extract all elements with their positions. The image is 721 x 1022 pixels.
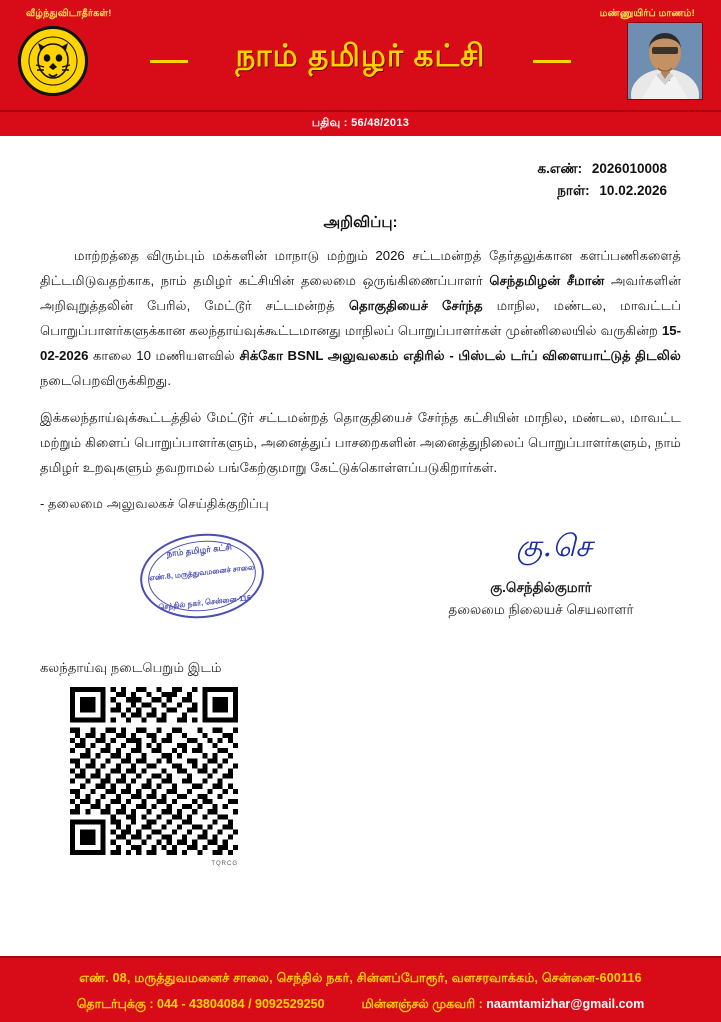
para1-part-a: மாற்றத்தை விரும்பும் மக்களின் மாநாடு மற்றும் 2026 சட்டமன்றத் தேர்தலுக்கான களப்பணிகளைத் திட்டமிடுவதற்காக, நாம் தமிழர் கட்சியின் தலைமை ஒருங்கிணைப்பாளர் <box>40 248 681 288</box>
registration-text: பதிவு : 56/48/2013 <box>311 117 410 129</box>
notice-title: அறிவிப்பு: <box>323 214 398 231</box>
document-body <box>0 136 721 982</box>
handwritten-signature: கு.செ <box>516 529 592 564</box>
notice-paragraph-2: இக்கலந்தாய்வுக்கூட்டத்தில் மேட்டூர் சட்டமன்றத் தொகுதியைச் சேர்ந்த கட்சியின் மாநில, மண்டல, மாவட்ட மற்றும் கிளைப் பொறுப்பாளர்களும், அனைத்துப் பாசறைகளின் அனைத்துநிலைப் பொறுப்பாளர்களும், நாம் தமிழர் உறவுகளும் தவறாமல் பங்கேற்குமாறு கேட்டுக்கொள்ளப்படுகிறார்கள். <box>40 410 681 475</box>
reference-number-value: 2026010008 <box>591 161 667 176</box>
date-value: 10.02.2026 <box>599 183 667 198</box>
qr-code-image[interactable] <box>70 687 238 855</box>
header-tagline-left: வீழ்ந்துவிடாதீர்கள்! <box>26 8 112 19</box>
signatory-name: கு.செந்தில்குமார் <box>490 580 592 595</box>
footer-contact-row <box>0 997 721 1013</box>
footer-phone: தொடர்புக்கு : 044 - 43804084 / 9092529250 <box>76 997 325 1011</box>
signature-block <box>40 522 681 642</box>
para1-constituency: தொகுதியைச் சேர்ந்த <box>348 298 483 313</box>
footer-email-value[interactable]: naamtamizhar@gmail.com <box>486 997 645 1011</box>
leader-portrait <box>627 22 703 100</box>
document-meta <box>40 158 667 202</box>
document-header <box>0 0 721 112</box>
para1-part-e: மாநில, மண்டல, மாவட்டப் பொறுப்பாளர்களுக்கான கலந்தாய்வுக்கூட்டமானது மாநிலப் பொறுப்பாளர்கள் முன்னிலையில் வருகின்ற <box>40 298 682 338</box>
qr-caption: TQRCG <box>211 861 238 867</box>
para1-meeting-date: 15-02-2026 <box>40 323 681 363</box>
notice-paragraph-1 <box>40 243 681 393</box>
qr-code-block[interactable] <box>70 687 250 867</box>
para1-leader-name: செந்தமிழன் சீமான் <box>489 273 605 288</box>
footer-address: எண். 08, மருத்துவமனைச் சாலை, செந்தில் நகர், சின்னப்போரூர், வளசரவாக்கம், சென்னை-600116 <box>79 971 642 985</box>
seal-top-text: நாம் தமிழர் கட்சி <box>166 541 233 559</box>
reference-number-row <box>40 158 667 180</box>
signatory-designation: தலைமை நிலையச் செயலாளர் <box>448 602 634 617</box>
para1-part-c: அவர்களின் அறிவுறுத்தலின் பேரில், மேட்டூர் சட்டமன்றத் <box>40 273 681 313</box>
seal-middle-text: எண்.8, மருத்துவமனைச் சாலை <box>148 562 255 583</box>
party-title: நாம் தமிழர் கட்சி <box>235 38 486 73</box>
para1-part-i: நடைபெறவிருக்கிறது. <box>40 373 172 388</box>
footer-email-label: மின்னஞ்சல் முகவரி : <box>361 997 483 1011</box>
document-footer <box>0 956 721 1022</box>
venue-map-label: கலந்தாய்வு நடைபெறும் இடம் <box>40 660 222 675</box>
para1-venue: சிக்கோ BSNL அலுவலகம் எதிரில் - பிஸ்டல் டர்ப் விளையாட்டுத் திடலில் <box>239 348 681 363</box>
seal-bottom-text: செந்தில் நகர், சென்னை-116 <box>157 593 252 612</box>
date-row <box>40 180 667 202</box>
reference-number-label: க.எண்: <box>537 161 583 176</box>
registration-bar <box>0 112 721 136</box>
header-tagline-right: மண்ணுயிர்ப் மாணம்! <box>599 8 695 19</box>
date-label: நாள்: <box>557 183 590 198</box>
party-seal-stamp <box>136 528 268 625</box>
para1-part-g: காலை 10 மணியளவில் <box>88 348 240 363</box>
notice-signoff: - தலைமை அலுவலகச் செய்திக்குறிப்பு <box>40 496 269 511</box>
